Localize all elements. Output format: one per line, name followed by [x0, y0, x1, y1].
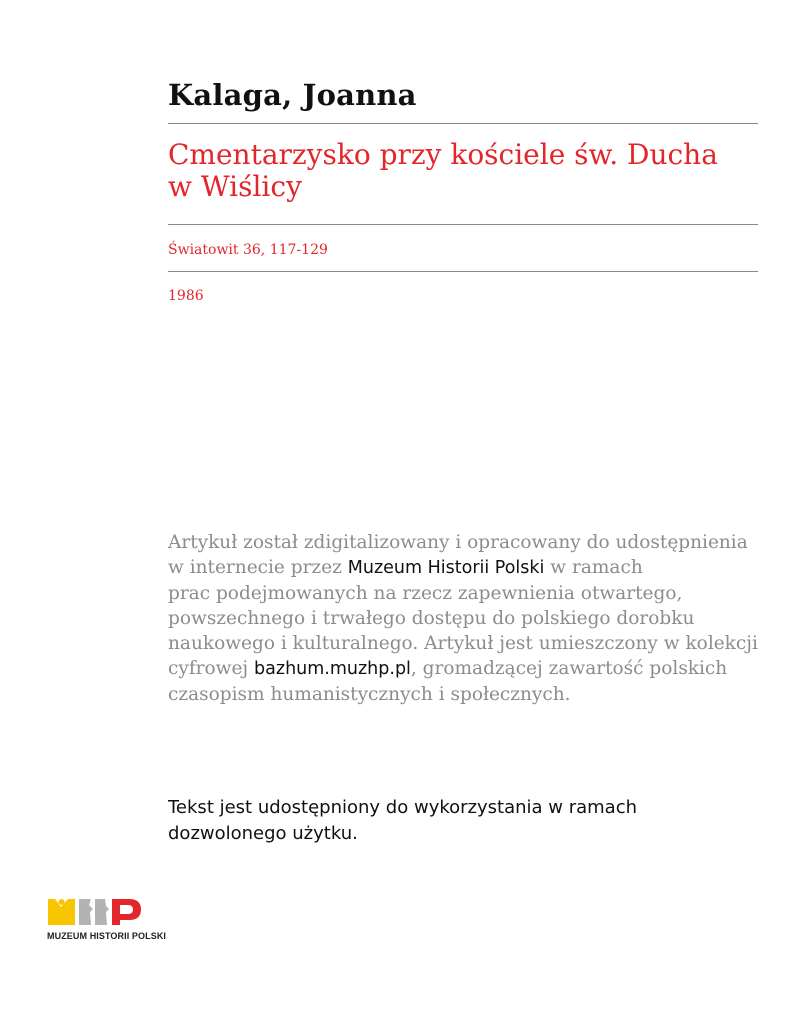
logo-dot — [59, 899, 65, 905]
bazhum-link[interactable]: bazhum.muzhp.pl — [254, 659, 411, 679]
source-citation: Światowit 36, 117-129 — [168, 242, 328, 258]
notice-text: , gromadzącej zawartość polskich — [410, 658, 728, 679]
notice-line — [168, 555, 758, 581]
notice-text: cyfrowej — [168, 658, 255, 679]
notice-line — [168, 656, 758, 682]
notice-line: naukowego i kulturalnego. Artykuł jest umieszczony w kolekcji — [168, 633, 758, 654]
notice-text: w internecie przez — [168, 557, 348, 578]
article-title — [168, 139, 758, 203]
logo-h-shape — [79, 899, 93, 925]
notice-line: czasopism humanistycznych i społecznych. — [168, 684, 571, 705]
usage-line: Tekst jest udostępniony do wykorzystania w ramach — [168, 797, 638, 818]
notice-line: prac podejmowanych na rzecz zapewnienia otwartego, — [168, 583, 683, 604]
divider — [168, 123, 758, 124]
usage-line: dozwolonego użytku. — [168, 823, 358, 844]
usage-notice — [168, 795, 758, 847]
divider — [168, 224, 758, 225]
notice-line: Artykuł został zdigitalizowany i opracowany do udostępnienia — [168, 532, 748, 553]
divider — [168, 271, 758, 272]
article-title-line: Cmentarzysko przy kościele św. Ducha — [168, 138, 718, 171]
notice-line: powszechnego i trwałego dostępu do polskiego dorobku — [168, 608, 695, 629]
author-name: Kalaga, Joanna — [168, 78, 417, 112]
article-title-line: w Wiślicy — [168, 170, 302, 203]
logo-text: MUZEUM HISTORII POLSKI — [47, 931, 167, 941]
museum-link[interactable]: Muzeum Historii Polski — [347, 558, 545, 578]
publication-year: 1986 — [168, 288, 204, 304]
logo-p-shape — [112, 899, 141, 925]
notice-text: w ramach — [544, 557, 643, 578]
digitization-notice — [168, 530, 758, 707]
logo-h-shape — [95, 899, 109, 925]
